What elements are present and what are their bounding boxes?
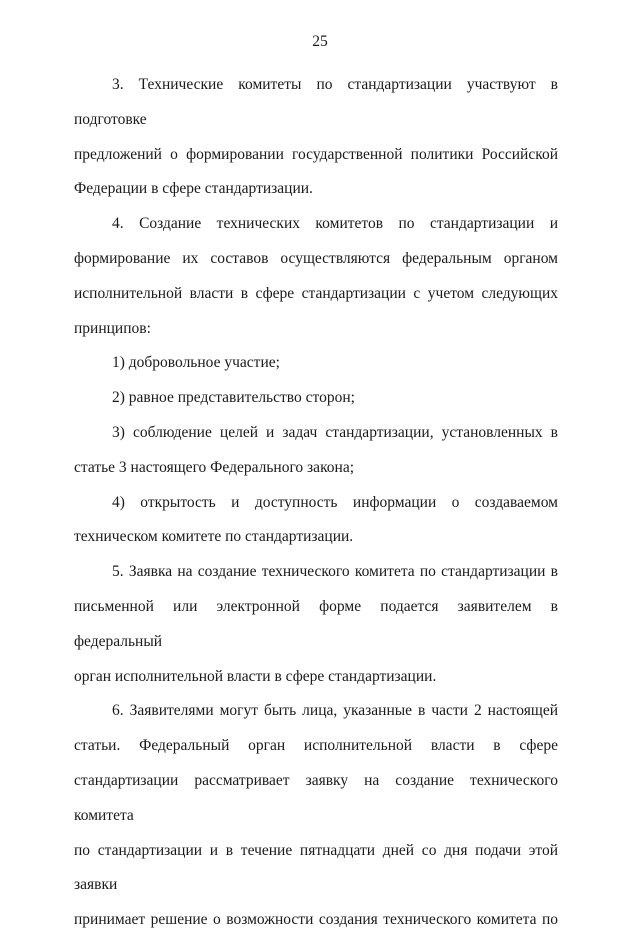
paragraph xyxy=(74,486,558,556)
text-line: орган исполнительной власти в сфере стандартизации. xyxy=(74,667,437,685)
text-line: техническом комитете по стандартизации. xyxy=(74,528,354,546)
paragraph xyxy=(74,346,558,381)
paragraph xyxy=(74,381,558,416)
text-line: 6. Заявителями могут быть лица, указанные в части 2 настоящей xyxy=(112,702,558,720)
page-number: 25 xyxy=(312,33,328,50)
text-line: 3) соблюдение целей и задач стандартизации, установленных в xyxy=(112,423,558,441)
text-line: предложений о формировании государственной политики Российской xyxy=(74,145,558,163)
text-line: формирование их составов осуществляются федеральным органом xyxy=(74,249,558,267)
text-line: статьи. Федеральный орган исполнительной власти в сфере xyxy=(74,737,558,755)
paragraph xyxy=(74,68,558,207)
paragraph xyxy=(74,416,558,486)
text-line: стандартизации рассматривает заявку на создание технического комитета xyxy=(74,771,558,824)
text-line: принимает решение о возможности создания технического комитета по xyxy=(74,911,558,929)
text-line: 4. Создание технических комитетов по стандартизации и xyxy=(112,215,558,233)
paragraph xyxy=(74,207,558,346)
text-line: письменной или электронной форме подается заявителем в федеральный xyxy=(74,597,558,650)
text-line: 1) добровольное участие; xyxy=(112,354,280,372)
paragraph xyxy=(74,555,558,694)
text-line: по стандартизации и в течение пятнадцати дней со дня подачи этой заявки xyxy=(74,841,558,894)
text-line: 4) открытость и доступность информации о создаваемом xyxy=(112,493,558,511)
text-line: Федерации в сфере стандартизации. xyxy=(74,180,313,198)
paragraph xyxy=(74,694,558,938)
text-line: принципов: xyxy=(74,319,151,337)
text-line: 5. Заявка на создание технического комитета по стандартизации в xyxy=(112,563,558,581)
text-line: 3. Технические комитеты по стандартизации участвуют в подготовке xyxy=(74,76,558,128)
text-line: статье 3 настоящего Федерального закона; xyxy=(74,458,355,476)
text-line: 2) равное представительство сторон; xyxy=(112,389,355,407)
document-body xyxy=(74,68,558,938)
text-line: исполнительной власти в сфере стандартизации с учетом следующих xyxy=(74,284,558,302)
